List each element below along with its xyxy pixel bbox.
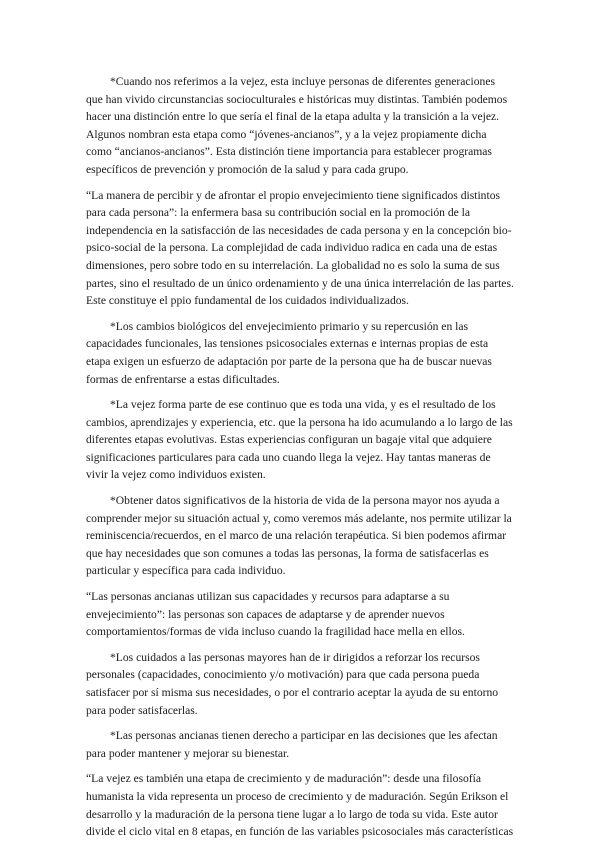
- paragraph-vejez-generaciones: *Cuando nos referimos a la vejez, esta incluye personas de diferentes generaciones que han vivido circunstancias socioculturales e históricas muy distintas. También podemos hacer una distinción entre lo que sería el final de la etapa adulta y la transición a la vejez. Algunos nombran esta etapa como “jóvenes-ancianos”, y a la vejez propiamente dicha como “ancianos-ancianos”. Esta distinción tiene importancia para establecer programas específicos de prevención y promoción de la salud y para cada grupo.: [86, 75, 508, 176]
- paragraph-percibir-envejecimiento: “La manera de percibir y de afrontar el propio envejecimiento tiene significados distintos para cada persona”: la enfermera basa su contribución social en la promoción de la independencia en la satisfacción de las necesidades de cada persona y en la concepción bio-psico-social de la persona. La complejidad de cada individuo radica en cada una de estas dimensiones, pero sobre todo en su interrelación. La globalidad no es solo la suma de sus partes, sino el resultado de un único ordenamiento y de una única interrelación de las partes. Este constituye el ppio fundamental de los cuidados individualizados.: [86, 188, 514, 308]
- paragraph-crecimiento-maduracion: “La vejez es también una etapa de crecimiento y de maduración”: desde una filosofía humanista la vida representa un proceso de crecimiento y de maduración. Según Erikson el desarrollo y la maduración de la persona tiene lugar a lo largo de toda su vida. Este autor divide el ciclo vital en 8 etapas, en función de las variables psicosociales más características: [86, 772, 514, 839]
- paragraph-capacidades-recursos: “Las personas ancianas utilizan sus capacidades y recursos para adaptarse a su envejecimiento”: las personas son capaces de adaptarse y de aprender nuevos comportamientos/formas de vida incluso cuando la fragilidad hace mella en ellos.: [86, 590, 465, 639]
- paragraph-historia-vida: *Obtener datos significativos de la historia de vida de la persona mayor nos ayuda a comprender mejor su situación actual y, como veremos más adelante, nos permite utilizar la reminiscencia/recuerdos, en el marco de una relación terapéutica. Si bien podemos afirmar que hay necesidades que son comunes a todas las personas, la forma de satisfacerlas es particular y específica para cada individuo.: [86, 494, 512, 578]
- paragraph-cuidados-recursos: *Los cuidados a las personas mayores han de ir dirigidos a reforzar los recursos personales (capacidades, conocimiento y/o motivación) para que cada persona pueda satisfacer por sí misma sus necesidades, o por el contrario aceptar la ayuda de su entorno para poder satisfacerlas.: [86, 650, 499, 717]
- paragraph-vejez-continuo: *La vejez forma parte de ese continuo que es toda una vida, y es el resultado de los cambios, aprendizajes y experiencia, etc. que la persona ha ido acumulando a lo largo de las diferentes etapas evolutivas. Estas experiencias configuran un bagaje vital que adquiere significaciones particulares para cada uno cuando llega la vejez. Hay tantas maneras de vivir la vejez como individuos existen.: [86, 398, 513, 482]
- paragraph-cambios-biologicos: *Los cambios biológicos del envejecimiento primario y su repercusión en las capacidades funcionales, las tensiones psicosociales externas e internas propias de esta etapa exigen un esfuerzo de adaptación por parte de la persona que ha de buscar nuevas formas de enfrentarse a estas dificultades.: [86, 319, 492, 386]
- paragraph-derecho-decisiones: *Las personas ancianas tienen derecho a participar en las decisiones que les afectan para poder mantener y mejorar su bienestar.: [86, 729, 498, 760]
